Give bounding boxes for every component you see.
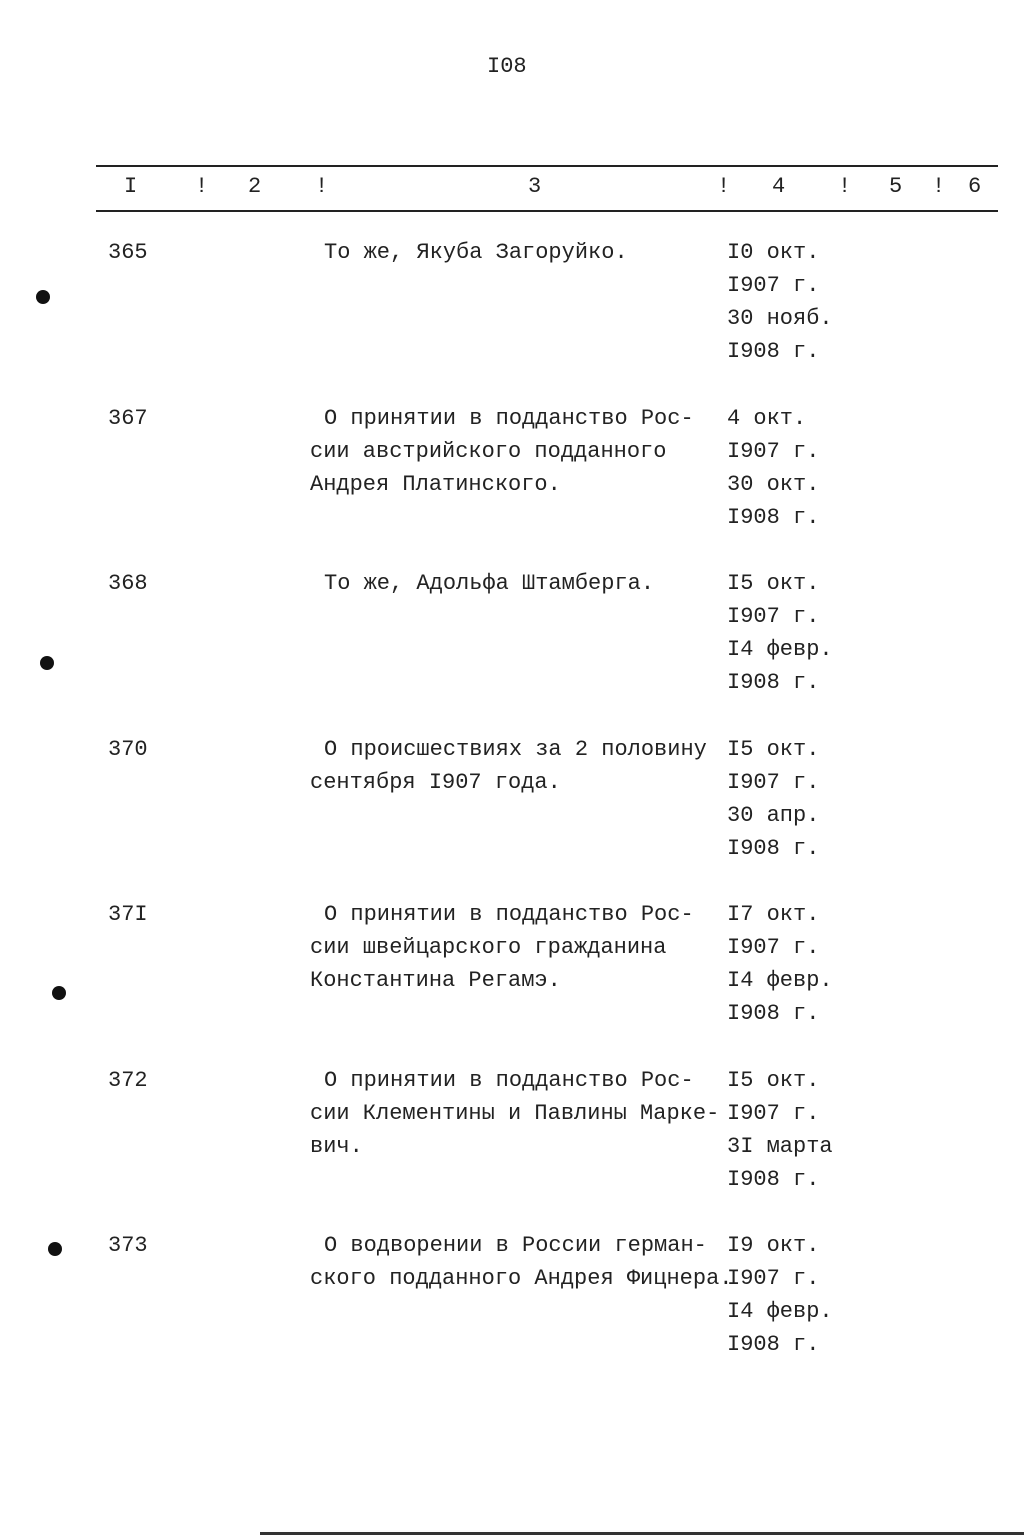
- description-line: О принятии в подданство Рос-: [324, 1067, 694, 1093]
- entry-dates: [727, 898, 833, 1030]
- punch-hole: [52, 986, 66, 1000]
- date-line: I907 г.: [727, 1100, 820, 1126]
- entry-description: [310, 402, 694, 501]
- entry-dates: [727, 1064, 833, 1196]
- description-line: О водворении в России герман-: [324, 1233, 707, 1258]
- entry-description: [310, 567, 654, 600]
- column-separator: !: [838, 174, 852, 199]
- entry-dates: [727, 402, 819, 534]
- date-line: I907 г.: [727, 273, 820, 298]
- date-line: 3I марта: [727, 1133, 833, 1159]
- column-header-2: 2: [248, 174, 262, 199]
- table-row: [0, 236, 1024, 401]
- date-line: I908 г.: [727, 504, 820, 530]
- date-line: I908 г.: [727, 670, 820, 695]
- date-line: I7 окт.: [727, 902, 820, 927]
- description-line: То же, Якуба Загоруйко.: [324, 240, 628, 265]
- date-line: I9 окт.: [727, 1233, 820, 1258]
- date-line: 4 окт.: [727, 405, 807, 431]
- entry-description: [310, 1064, 719, 1163]
- entry-description: [310, 898, 694, 997]
- description-line: О принятии в подданство Рос-: [324, 405, 694, 431]
- table-row: [0, 898, 1024, 1063]
- punch-hole: [48, 1242, 62, 1256]
- description-line: сии австрийского подданного: [310, 438, 667, 464]
- entry-dates: [727, 733, 819, 865]
- description-line: сии Клементины и Павлины Марке-: [310, 1100, 720, 1126]
- table-row: [0, 1229, 1024, 1394]
- date-line: I907 г.: [727, 769, 820, 795]
- date-line: I5 окт.: [727, 1067, 820, 1093]
- entry-number: 367: [108, 405, 148, 431]
- column-separator: !: [195, 174, 209, 199]
- entry-description: [310, 733, 707, 799]
- entry-number: 365: [108, 240, 148, 265]
- page-number: I08: [487, 54, 527, 79]
- description-line: О происшествиях за 2 половину: [324, 736, 707, 762]
- punch-hole: [40, 656, 54, 670]
- date-line: I907 г.: [727, 438, 820, 464]
- entry-number: 373: [108, 1233, 148, 1258]
- date-line: I907 г.: [727, 604, 820, 629]
- date-line: 30 нояб.: [727, 306, 833, 331]
- table-row: [0, 1064, 1024, 1229]
- header-top-rule: [96, 165, 998, 167]
- header-bottom-rule: [96, 210, 998, 212]
- date-line: I5 окт.: [727, 571, 820, 596]
- date-line: I908 г.: [727, 1332, 820, 1357]
- date-line: I4 февр.: [727, 968, 833, 993]
- date-line: I908 г.: [727, 339, 820, 364]
- column-separator: !: [932, 174, 946, 199]
- description-line: То же, Адольфа Штамберга.: [324, 571, 655, 596]
- date-line: 30 апр.: [727, 802, 820, 828]
- entry-number: 372: [108, 1067, 148, 1093]
- date-line: I908 г.: [727, 835, 820, 861]
- date-line: I0 окт.: [727, 240, 820, 265]
- date-line: I907 г.: [727, 935, 820, 960]
- entry-description: [310, 1229, 732, 1295]
- column-separator: !: [717, 174, 731, 199]
- description-line: сентября I907 года.: [310, 769, 561, 795]
- entry-description: [310, 236, 628, 269]
- entry-number: 37I: [108, 902, 148, 927]
- entry-dates: [727, 567, 833, 699]
- column-header-6: 6: [968, 174, 982, 199]
- description-line: сии швейцарского гражданина: [310, 935, 667, 960]
- description-line: ского подданного Андрея Фицнера.: [310, 1266, 733, 1291]
- date-line: 30 окт.: [727, 471, 820, 497]
- punch-hole: [36, 290, 50, 304]
- date-line: I908 г.: [727, 1001, 820, 1026]
- table-row: [0, 567, 1024, 732]
- entry-number: 370: [108, 736, 148, 762]
- column-header-1: I: [124, 174, 138, 199]
- entry-dates: [727, 236, 833, 368]
- description-line: вич.: [310, 1133, 363, 1159]
- description-line: Константина Регамэ.: [310, 968, 561, 993]
- description-line: Андрея Платинского.: [310, 471, 561, 497]
- column-header-5: 5: [889, 174, 903, 199]
- entry-dates: [727, 1229, 833, 1361]
- entry-number: 368: [108, 571, 148, 596]
- date-line: I4 февр.: [727, 1299, 833, 1324]
- column-header-4: 4: [772, 174, 786, 199]
- column-header-3: 3: [528, 174, 542, 199]
- date-line: I908 г.: [727, 1166, 820, 1192]
- table-row: [0, 402, 1024, 567]
- date-line: I5 окт.: [727, 736, 820, 762]
- bottom-edge-line: [260, 1532, 1024, 1535]
- date-line: I907 г.: [727, 1266, 820, 1291]
- table-row: [0, 733, 1024, 898]
- column-separator: !: [315, 174, 329, 199]
- description-line: О принятии в подданство Рос-: [324, 902, 694, 927]
- date-line: I4 февр.: [727, 637, 833, 662]
